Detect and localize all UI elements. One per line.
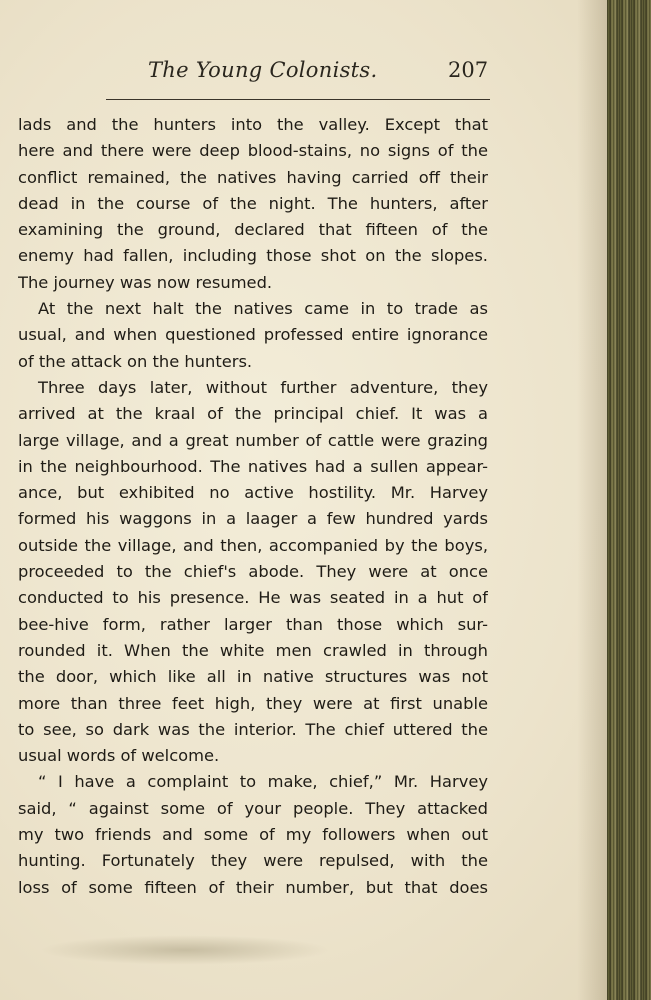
running-header bbox=[18, 56, 488, 96]
text-line: conflict remained, the natives having carried off their bbox=[18, 167, 488, 187]
gutter-shadow bbox=[577, 0, 607, 1000]
text-line: conducted to his presence. He was seated in a hut of bbox=[18, 588, 488, 608]
text-line: The journey was now resumed. bbox=[18, 272, 273, 292]
text-line: the door, which like all in native structures was not bbox=[18, 667, 488, 687]
text-line: arrived at the kraal of the principal chief. It was a bbox=[18, 404, 488, 424]
text-line: usual, and when questioned professed entire ignorance bbox=[18, 325, 488, 345]
text-line: enemy had fallen, including those shot on the slopes. bbox=[18, 246, 488, 266]
text-line: examining the ground, declared that fifteen of the bbox=[18, 220, 488, 240]
text-line: bee-hive form, rather larger than those which sur- bbox=[18, 614, 488, 634]
text-line: proceeded to the chief's abode. They were at once bbox=[18, 562, 488, 582]
text-line: said, “ against some of your people. They attacked bbox=[18, 798, 488, 818]
text-line: “ I have a complaint to make, chief,” Mr. Harvey bbox=[38, 772, 488, 792]
text-line: large village, and a great number of cattle were grazing bbox=[18, 430, 488, 450]
text-line: here and there were deep blood-stains, no signs of the bbox=[18, 141, 488, 161]
text-line: hunting. Fortunately they were repulsed, with the bbox=[18, 851, 488, 871]
text-line: of the attack on the hunters. bbox=[18, 351, 253, 371]
text-line: in the neighbourhood. The natives had a sullen appear- bbox=[18, 456, 488, 476]
text-line: rounded it. When the white men crawled in through bbox=[18, 640, 488, 660]
header-rule bbox=[106, 99, 490, 100]
text-line: to see, so dark was the interior. The chief uttered the bbox=[18, 719, 488, 739]
text-line: usual words of welcome. bbox=[18, 746, 220, 766]
text-line: At the next halt the natives came in to trade as bbox=[38, 299, 488, 319]
text-line: dead in the course of the night. The hunters, after bbox=[18, 193, 488, 213]
page-smudge bbox=[40, 935, 330, 965]
text-line: Three days later, without further adventure, they bbox=[38, 377, 488, 397]
book-spine-edge bbox=[607, 0, 651, 1000]
text-line: more than three feet high, they were at first unable bbox=[18, 693, 488, 713]
text-line: lads and the hunters into the valley. Except that bbox=[18, 115, 488, 134]
text-line: my two friends and some of my followers when out bbox=[18, 825, 488, 845]
text-line: ance, but exhibited no active hostility. Mr. Harvey bbox=[18, 483, 488, 503]
running-title: The Young Colonists. bbox=[148, 58, 378, 82]
body-text bbox=[18, 112, 488, 901]
page-number: 207 bbox=[448, 58, 489, 82]
text-line: outside the village, and then, accompanied by the boys, bbox=[18, 535, 488, 555]
text-line: loss of some fifteen of their number, but that does bbox=[18, 877, 488, 897]
text-line: formed his waggons in a laager a few hundred yards bbox=[18, 509, 488, 529]
